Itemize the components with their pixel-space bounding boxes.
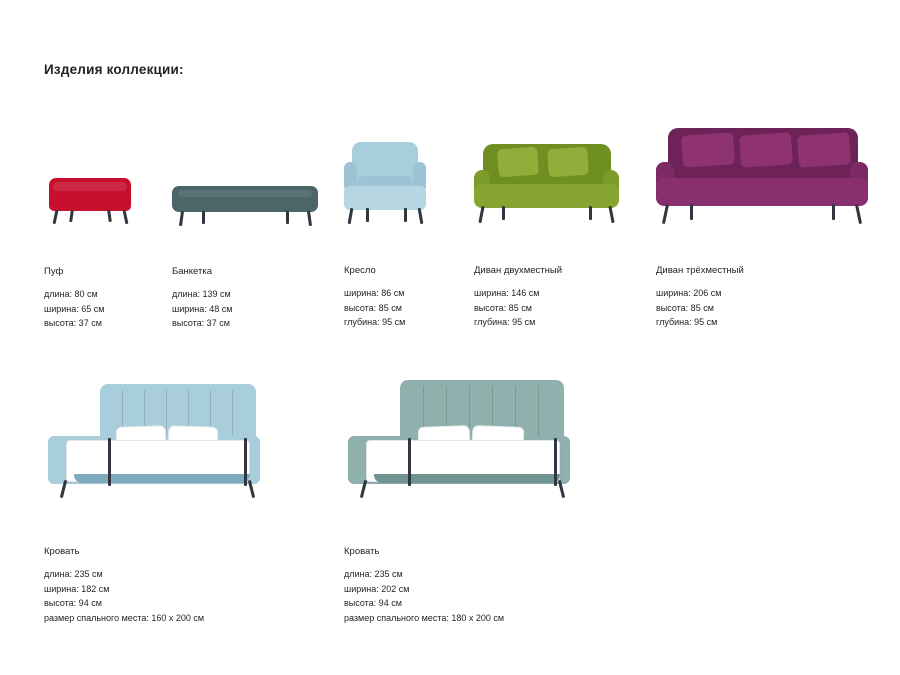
sofa2-seat [474, 184, 619, 208]
product-name: Банкетка [172, 266, 212, 277]
product-spec: длина: 139 см [172, 289, 231, 299]
product-name: Диван двухместный [474, 265, 563, 276]
product-spec: ширина: 48 см [172, 303, 233, 314]
product-card-puf [44, 170, 154, 331]
product-spec: длина: 235 см [344, 569, 403, 579]
puf-body [49, 178, 131, 211]
product-spec: ширина: 146 см [474, 288, 540, 298]
bed180-rim [374, 474, 560, 483]
product-card-banketka [172, 170, 342, 331]
product-card-sofa-2 [474, 132, 644, 330]
product-spec: высота: 85 см [474, 302, 532, 313]
product-illustration-puf [44, 170, 154, 232]
product-spec: высота: 94 см [344, 598, 402, 608]
product-name: Кресло [344, 265, 376, 276]
product-spec: ширина: 202 см [344, 583, 410, 594]
product-name: Диван трёхместный [656, 265, 744, 276]
page-title: Изделия коллекции: [44, 62, 184, 77]
sofa3-seat [656, 178, 868, 206]
product-spec: размер спального места: 160 х 200 см [44, 612, 205, 623]
product-card-kreslo [344, 140, 464, 330]
product-spec: ширина: 182 см [44, 583, 110, 594]
product-spec: ширина: 65 см [44, 303, 105, 314]
sofa3-pillow-center [739, 132, 793, 168]
product-name: Пуф [44, 266, 64, 277]
product-spec: высота: 85 см [656, 302, 714, 313]
sofa3-pillow-left [681, 132, 735, 168]
product-illustration-banketka [172, 170, 342, 232]
product-illustration-sofa-3 [656, 120, 886, 232]
product-card-sofa-3 [656, 120, 886, 330]
sofa2-pillow-right [547, 147, 589, 178]
product-spec: глубина: 95 см [474, 317, 536, 327]
product-spec: глубина: 95 см [656, 317, 718, 327]
sofa3-pillow-right [797, 132, 851, 168]
product-illustration-sofa-2 [474, 132, 644, 232]
product-spec: глубина: 95 см [344, 317, 406, 327]
product-spec: высота: 37 см [172, 318, 230, 328]
product-illustration-kreslo [344, 140, 464, 232]
product-illustration-bed-180 [344, 378, 624, 510]
product-spec: ширина: 206 см [656, 288, 722, 298]
product-name: Кровать [344, 546, 380, 557]
bed160-rim [74, 474, 250, 483]
product-spec: высота: 94 см [44, 598, 102, 608]
product-spec: ширина: 86 см [344, 288, 405, 298]
product-spec: высота: 85 см [344, 302, 402, 313]
product-illustration-bed-160 [44, 378, 304, 510]
banketka-body [172, 186, 318, 212]
kreslo-seat [344, 186, 426, 210]
product-card-bed-160 [44, 378, 304, 625]
product-spec: длина: 235 см [44, 569, 103, 579]
sofa2-pillow-left [497, 147, 539, 178]
product-name: Кровать [44, 546, 80, 557]
product-spec: длина: 80 см [44, 289, 98, 299]
product-spec: размер спального места: 180 х 200 см [344, 612, 505, 623]
product-spec: высота: 37 см [44, 318, 102, 328]
product-card-bed-180 [344, 378, 624, 625]
